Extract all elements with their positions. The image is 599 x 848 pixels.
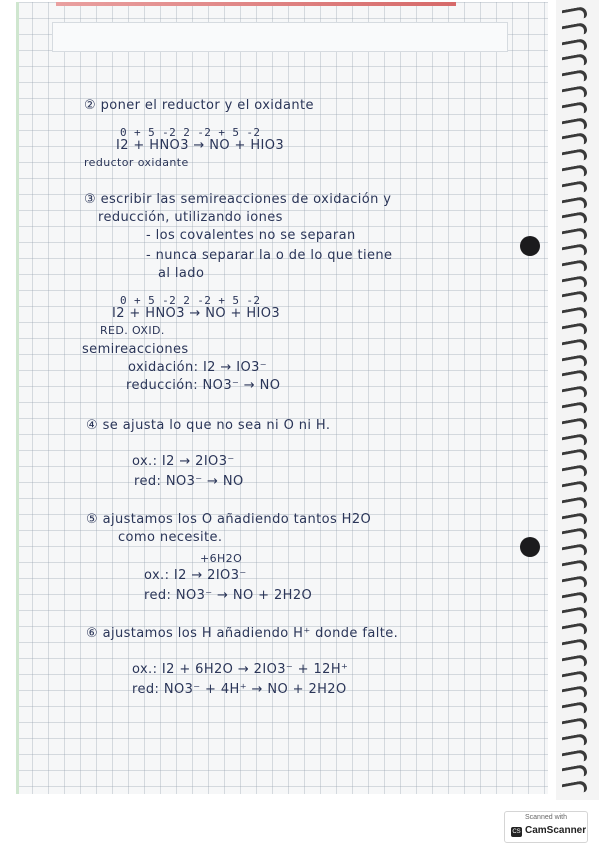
spiral-coil	[562, 148, 587, 164]
watermark-brand: CamScanner	[525, 825, 587, 836]
spiral-coil	[562, 69, 587, 85]
step3-heading-2: reducción, utilizando iones	[98, 210, 283, 225]
step5-annotation: +6H2O	[200, 552, 243, 565]
spiral-coil	[562, 638, 587, 654]
step2-labels: reductor oxidante	[84, 156, 189, 169]
spiral-coil	[562, 464, 587, 480]
step5-heading-2: como necesite.	[118, 530, 223, 545]
spiral-coil	[562, 369, 587, 385]
step3-heading: ③ escribir las semireacciones de oxidación y	[84, 192, 392, 207]
step3-equation: I2 + HNO3 → NO + HIO3	[112, 306, 281, 321]
step3-labels: RED. OXID.	[100, 324, 165, 337]
spiral-coil	[562, 559, 587, 575]
watermark-caption: Scanned with	[524, 814, 568, 821]
notebook-page	[16, 2, 548, 794]
step5-oxidation: ox.: I2 → 2IO3⁻	[144, 568, 247, 583]
spiral-coil	[562, 748, 587, 764]
spiral-coil	[562, 101, 587, 117]
spiral-coil	[562, 211, 587, 227]
step3-bullet-2: - nunca separar la o de lo que tiene	[146, 248, 393, 263]
spiral-coil	[562, 701, 587, 717]
spiral-coil	[562, 6, 587, 22]
spiral-coil	[562, 22, 587, 38]
step6-oxidation: ox.: I2 + 6H2O → 2IO3⁻ + 12H⁺	[132, 662, 349, 677]
spiral-coil	[562, 227, 587, 243]
binder-hole-top	[520, 236, 540, 256]
step6-reduction: red: NO3⁻ + 4H⁺ → NO + 2H2O	[132, 682, 347, 697]
spiral-coil	[562, 654, 587, 670]
header-box	[52, 22, 508, 52]
step4-reduction: red: NO3⁻ → NO	[134, 474, 244, 489]
spiral-coil	[562, 527, 587, 543]
semireactions-title: semireacciones	[82, 342, 189, 357]
step5-reduction: red: NO3⁻ → NO + 2H2O	[144, 588, 313, 603]
step3-bullet-2b: al lado	[158, 266, 205, 281]
semireaction-oxidation: oxidación: I2 → IO3⁻	[128, 360, 268, 375]
step6-heading: ⑥ ajustamos los H añadiendo H⁺ donde falte.	[86, 626, 399, 641]
spiral-coil	[562, 164, 587, 180]
spiral-coil	[562, 780, 587, 796]
spiral-coil	[562, 606, 587, 622]
spiral-coil	[562, 480, 587, 496]
spiral-coil	[562, 85, 587, 101]
step4-oxidation: ox.: I2 → 2IO3⁻	[132, 454, 235, 469]
spiral-coil	[562, 353, 587, 369]
spiral-coil	[562, 259, 587, 275]
spiral-coil	[562, 448, 587, 464]
step2-equation: I2 + HNO3 → NO + HIO3	[116, 138, 285, 153]
spiral-coil	[562, 543, 587, 559]
step4-heading: ④ se ajusta lo que no sea ni O ni H.	[86, 418, 331, 433]
spiral-coil	[562, 306, 587, 322]
spiral-coil	[562, 622, 587, 638]
spiral-coil	[562, 417, 587, 433]
spiral-coil	[562, 180, 587, 196]
spiral-coil	[562, 37, 587, 53]
step2-charges: 0 + 5 -2 2 -2 + 5 -2	[120, 126, 261, 139]
spiral-coil	[562, 322, 587, 338]
spiral-coil	[562, 385, 587, 401]
spiral-coil	[562, 195, 587, 211]
spiral-coil	[562, 401, 587, 417]
step3-charges: 0 + 5 -2 2 -2 + 5 -2	[120, 294, 261, 307]
spiral-coil	[562, 575, 587, 591]
step3-bullet-1: - los covalentes no se separan	[146, 228, 356, 243]
spiral-binding	[556, 0, 599, 800]
spiral-coil	[562, 511, 587, 527]
spiral-coil	[562, 432, 587, 448]
top-edge-stripe	[56, 2, 456, 6]
spiral-coil	[562, 243, 587, 259]
step2-heading: ② poner el reductor y el oxidante	[84, 98, 314, 113]
camscanner-watermark	[504, 811, 588, 843]
spiral-coil	[562, 274, 587, 290]
spiral-coil	[562, 764, 587, 780]
spiral-coil	[562, 116, 587, 132]
spiral-coil	[562, 733, 587, 749]
step5-heading: ⑤ ajustamos los O añadiendo tantos H2O	[86, 512, 372, 527]
spiral-coil	[562, 290, 587, 306]
camscanner-logo-icon: CS	[512, 829, 521, 835]
spiral-coil	[562, 717, 587, 733]
spiral-coil	[562, 685, 587, 701]
spiral-coil	[562, 132, 587, 148]
spiral-coil	[562, 669, 587, 685]
binder-hole-bottom	[520, 537, 540, 557]
spiral-coil	[562, 338, 587, 354]
semireaction-reduction: reducción: NO3⁻ → NO	[126, 378, 281, 393]
spiral-coil	[562, 496, 587, 512]
spiral-coil	[562, 590, 587, 606]
spiral-coil	[562, 53, 587, 69]
